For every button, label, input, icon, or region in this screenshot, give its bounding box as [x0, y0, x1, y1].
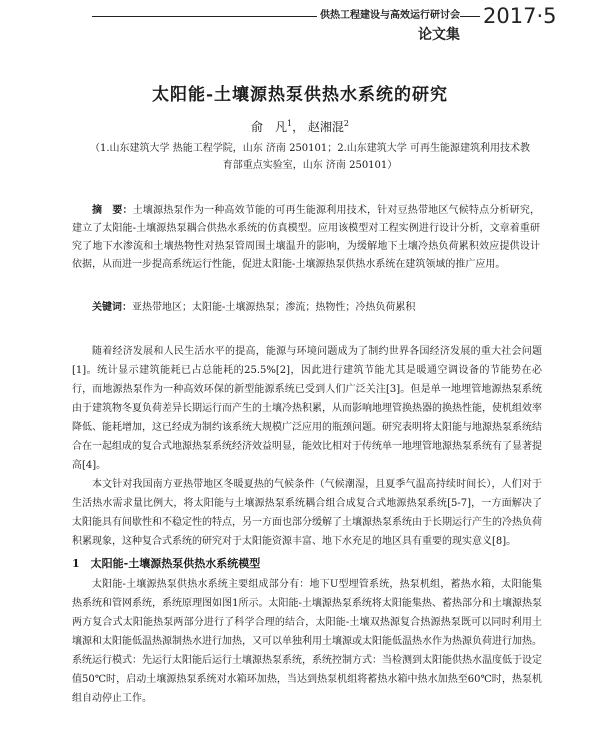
body-paragraph: 太阳能-土壤源热泵供热水系统主要组成部分有：地下U型埋管系统，热泵机组，蓄热水箱，太阳能集热系统和管网系统，系统原理图如图1所示。太阳能-土壤源热泵系统将太阳能集热、蓄热部分和土壤源热泵两方复合式太阳能热泵两部分进行了科学合理的结合，太阳能-土壤双热源复合热源热泵既可以同时利用土壤源和太阳能低温热源制热水进行加热，又可以单独利用土壤源或太阳能低温热水作为热源负荷进行加热。系统运行模式：先运行太阳能后运行土壤源热泵系统，系统控制方式：当检测到太阳能供热水温度低于设定值50℃时，启动土壤源热泵系统对水箱环加热，当达到热泵机组将蓄热水箱中热水加热至60℃时，热泵机组自动停止工作。	[72, 579, 542, 704]
section-heading: 1 太阳能-土壤源热泵供热水系统模型	[72, 557, 261, 570]
abstract-text: 土壤源热泵作为一种高效节能的可再生能源利用技术，针对豆热带地区气候特点分析研究，建立了太阳能-土壤源热泵耦合供热水系统的仿真模型。应用该模型对工程实例进行设计分析，文章着重研究了地下水渗流和土壤热物性对热泵管周围土壤温升的影响，为缓解地下土壤冷热负荷累积效应提供设计依据，从而进一步提高系统运行性能，促进太阳能-土壤源热泵供热水系统在建筑领域的推广应用。	[72, 205, 541, 270]
author-affil-mark: 2	[343, 119, 350, 128]
author-name: 俞 凡	[250, 120, 287, 134]
keywords-label: 关键词：	[92, 302, 132, 313]
paper-title: 太阳能-土壤源热泵供热水系统的研究	[151, 85, 449, 105]
author-affil-mark: 1	[286, 119, 293, 128]
author-line: 俞 凡$^1$， 赵湘混$^2$	[250, 119, 350, 134]
year-issue: 2017·5	[483, 4, 557, 28]
header-rule-right	[460, 16, 480, 17]
keywords	[72, 300, 540, 316]
affiliation: （1.山东建筑大学 热能工程学院，山东 济南 250101；2.山东建筑大学 可再生能源建筑利用技术教育部重点实验室，山东 济南 250101）	[90, 143, 530, 171]
abstract-label: 摘 要：	[92, 205, 133, 216]
body-paragraph: 随着经济发展和人民生活水平的提高，能源与环境问题成为了制约世界各国经济发展的重大社会问题[1]。统计显示建筑能耗已占总能耗的25.5%[2]，因此进行建筑节能尤其是暖通空调设备的节能势在必行，而地源热泵作为一种高效环保的新型能源系统已受到人们广泛关注[3]。但是单一地埋管地源热泵系统由于建筑物冬夏负荷差异长期运行而产生的土壤冷热积累，从而影响地埋管换热器的换热性能，使机组效率降低、能耗增加，这已经成为制约该系统大规模广泛应用的瓶颈问题。研究表明将太阳能与地源热泵系统结合在一起组成的复合式地源热泵系统经济效益明显，能效比相对于传统单一地埋管地源热泵系统有了显著提高[4]。	[72, 346, 542, 471]
journal-name: 供热工程建设与高效运行研讨会	[320, 10, 460, 21]
body-paragraph: 本文针对我国南方亚热带地区冬暖夏热的气候条件（气候潮湿，且夏季气温高持续时间长），人们对于生活热水需求量比例大，将太阳能与土壤源热泵系统耦合组合成复合式地源热泵系统[5-7]，一方面解决了太阳能具有间歇性和不稳定性的特点，另一方面也部分缓解了土壤源热泵系统由于长期运行产生的冷热负荷积累现象，这种复合式系统的研究对于太阳能资源丰富、地下水充足的地区具有重要的现实意义[8]。	[72, 479, 542, 547]
keywords-text: 亚热带地区；太阳能-土壤源热泵；渗流；热物性；冷热负荷累积	[132, 302, 416, 313]
author-name: 赵湘混	[307, 120, 344, 134]
header-rule-left	[92, 16, 317, 17]
section-tag: 论文集	[418, 27, 460, 43]
body-text	[72, 342, 542, 708]
abstract	[72, 202, 540, 274]
